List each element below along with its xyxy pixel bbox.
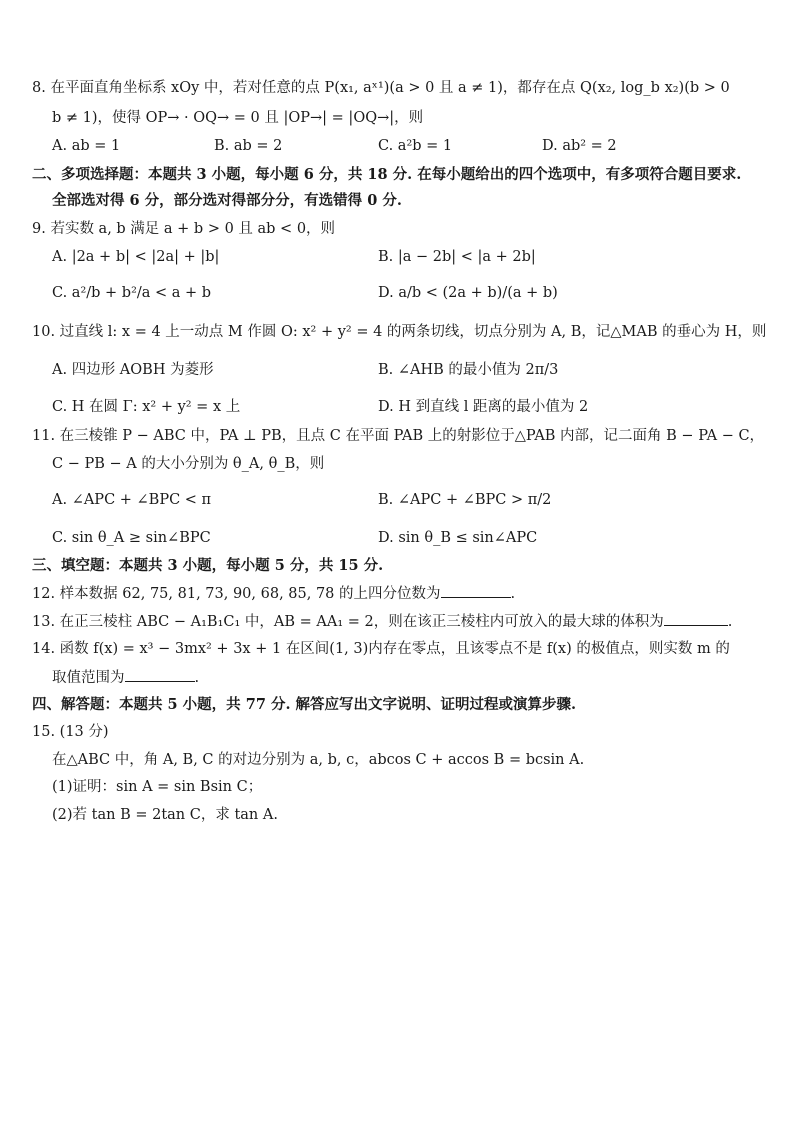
q15-part1: (1)证明：sin A = sin Bsin C；: [52, 779, 263, 795]
q11-option-a: A. ∠APC + ∠BPC < π: [52, 492, 212, 508]
q8-option-b: B. ab = 2: [214, 138, 283, 154]
q12: [32, 583, 515, 604]
section2-heading: 二、多项选择题：本题共 3 小题，每小题 6 分，共 18 分. 在每小题给出的四个选项中，有多项符合题目要求.: [32, 166, 742, 183]
q13: [32, 611, 732, 632]
q10-option-b: B. ∠AHB 的最小值为 2π/3: [378, 362, 559, 378]
q9-option-d: D. a/b < (2a + b)/(a + b): [378, 285, 558, 301]
q10-option-d: D. H 到直线 l 距离的最小值为 2: [378, 399, 589, 415]
section4-heading: 四、解答题：本题共 5 小题，共 77 分. 解答应写出文字说明、证明过程或演算步骤.: [32, 696, 577, 713]
q8-option-d: D. ab² = 2: [542, 138, 617, 154]
q15-head: 15. (13 分): [32, 724, 109, 740]
q12-answer-blank[interactable]: [441, 583, 511, 598]
q14-line1: 14. 函数 f(x) = x³ − 3mx² + 3x + 1 在区间(1, 3)内存在零点，且该零点不是 f(x) 的极值点，则实数 m 的: [32, 641, 730, 657]
q9-stem: 9. 若实数 a, b 满足 a + b > 0 且 ab < 0，则: [32, 221, 336, 237]
section3-heading: 三、填空题：本题共 3 小题，每小题 5 分，共 15 分.: [32, 557, 384, 574]
q14-text: 取值范围为: [52, 670, 125, 686]
q10-stem: 10. 过直线 l: x = 4 上一动点 M 作圆 O: x² + y² = 4 的两条切线，切点分别为 A, B，记△MAB 的垂心为 H，则: [32, 324, 767, 340]
q8-line2: b ≠ 1)，使得 OP→ · OQ→ = 0 且 |OP→| = |OQ→|，则: [52, 110, 424, 126]
q15-stem: 在△ABC 中，角 A, B, C 的对边分别为 a, b, c，abcos C + accos B = bcsin A.: [52, 752, 585, 768]
q9-option-a: A. |2a + b| < |2a| + |b|: [52, 249, 220, 265]
q10-option-a: A. 四边形 AOBH 为菱形: [52, 362, 214, 378]
q14-line2: [52, 667, 199, 688]
section2-heading-cont: 全部选对得 6 分，部分选对得部分分，有选错得 0 分.: [52, 192, 402, 209]
q8-line1: 8. 在平面直角坐标系 xOy 中，若对任意的点 P(x₁, aˣ¹)(a > 0 且 a ≠ 1)，都存在点 Q(x₂, log_b x₂)(b > 0: [32, 80, 730, 96]
q10-option-c: C. H 在圆 Γ: x² + y² = x 上: [52, 399, 241, 415]
q11-option-d: D. sin θ_B ≤ sin∠APC: [378, 530, 538, 546]
q8-option-a: A. ab = 1: [52, 138, 121, 154]
q11-option-c: C. sin θ_A ≥ sin∠BPC: [52, 530, 211, 546]
q11-option-b: B. ∠APC + ∠BPC > π/2: [378, 492, 552, 508]
q12-period: .: [510, 586, 516, 602]
q13-text: 13. 在正三棱柱 ABC − A₁B₁C₁ 中，AB = AA₁ = 2，则在该正三棱柱内可放入的最大球的体积为: [32, 614, 664, 630]
q9-option-b: B. |a − 2b| < |a + 2b|: [378, 249, 536, 265]
q13-answer-blank[interactable]: [664, 611, 728, 626]
q14-answer-blank[interactable]: [125, 667, 195, 682]
q9-option-c: C. a²/b + b²/a < a + b: [52, 285, 212, 301]
q15-part2: (2)若 tan B = 2tan C，求 tan A.: [52, 807, 278, 823]
q11-line2: C − PB − A 的大小分别为 θ_A, θ_B，则: [52, 456, 325, 472]
q12-text: 12. 样本数据 62, 75, 81, 73, 90, 68, 85, 78 的上四分位数为: [32, 586, 441, 602]
q8-option-c: C. a²b = 1: [378, 138, 453, 154]
q14-period: .: [194, 670, 200, 686]
q13-period: .: [727, 614, 733, 630]
q11-line1: 11. 在三棱锥 P − ABC 中，PA ⊥ PB，且点 C 在平面 PAB 上的射影位于△PAB 内部，记二面角 B − PA − C，: [32, 428, 765, 444]
